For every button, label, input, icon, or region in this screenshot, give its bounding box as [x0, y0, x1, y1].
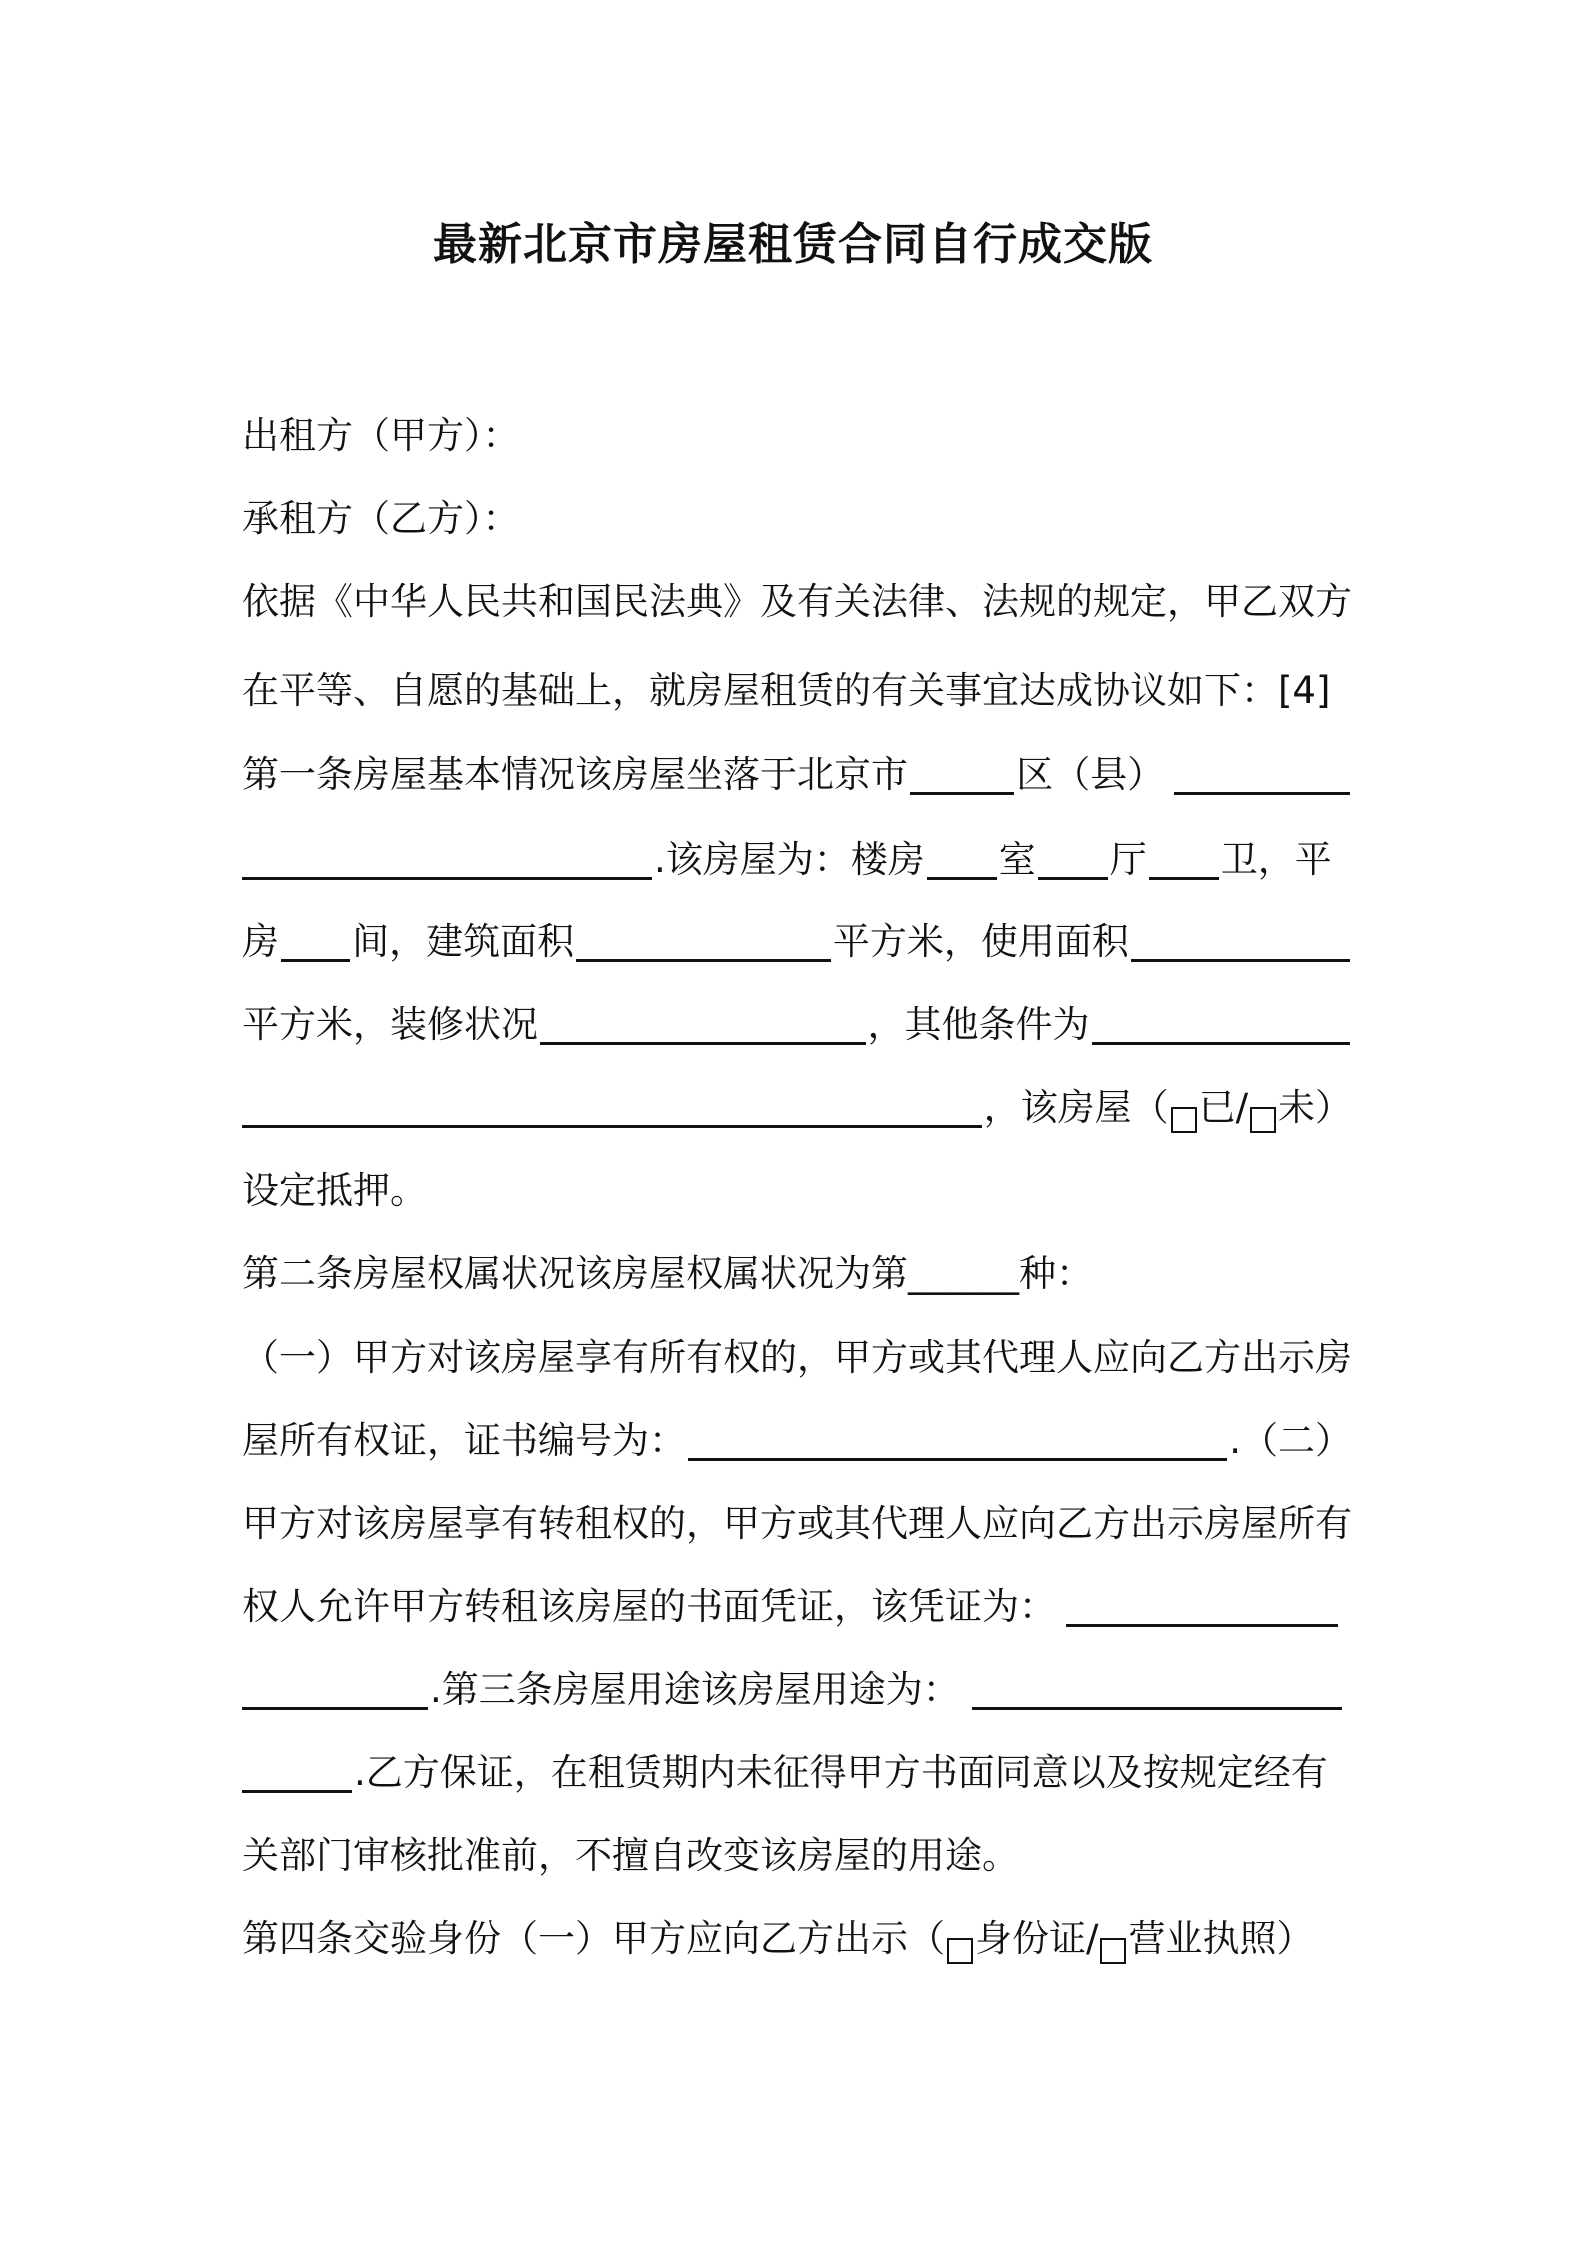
lessee-label: 承租方（乙方）： — [242, 497, 520, 540]
basis-line-1 — [242, 574, 1352, 630]
usage-guarantee-text: .乙方保证，在租赁期内未征得甲方书面同意以及按规定经有 — [354, 1751, 1328, 1794]
article-2-text: 第二条房屋权属状况该房屋权属状况为第 — [242, 1252, 908, 1295]
article-2-line-2 — [242, 1330, 1352, 1386]
article-2-line-5 — [242, 1579, 1352, 1635]
article-3-line-3 — [242, 1828, 1352, 1884]
mortgage-label: ，该房屋（ — [983, 1086, 1169, 1129]
article-2-line-1 — [242, 1246, 1352, 1302]
article-1-line-2 — [242, 832, 1352, 888]
address-blank[interactable] — [242, 837, 652, 880]
rooms-blank[interactable] — [927, 837, 997, 880]
halls-blank[interactable] — [1038, 837, 1108, 880]
ownership-clause-1: （一）甲方对该房屋享有所有权的，甲方或其代理人应向乙方出示房 — [242, 1336, 1352, 1379]
county-blank[interactable] — [1174, 752, 1350, 795]
other-conditions-blank[interactable] — [1092, 1002, 1350, 1045]
certificate-label: 屋所有权证，证书编号为： — [242, 1419, 686, 1462]
article-4-text: 第四条交验身份（一）甲方应向乙方出示（ — [242, 1917, 945, 1960]
lessee-line — [242, 491, 1352, 547]
other-conditions-label: ，其他条件为 — [867, 1003, 1090, 1046]
article-2-line-4 — [242, 1496, 1352, 1552]
id-card-checkbox[interactable] — [947, 1938, 973, 1964]
usage-guarantee-end: 关部门审核批准前，不擅自改变该房屋的用途。 — [242, 1834, 1019, 1877]
building-area-label: 间，建筑面积 — [352, 920, 575, 963]
usable-area-blank[interactable] — [1131, 919, 1350, 962]
basis-text-2: 在平等、自愿的基础上，就房屋租赁的有关事宜达成协议如下：[4] — [242, 669, 1331, 712]
usage-label: .第三条房屋用途该房屋用途为： — [430, 1668, 960, 1711]
decoration-blank[interactable] — [540, 1002, 866, 1045]
not-mortgaged-label: 未） — [1278, 1086, 1353, 1129]
district-label: 区（县） — [1016, 753, 1165, 796]
article-3-line-2 — [242, 1745, 1352, 1801]
baths-label: 卫，平 — [1220, 838, 1332, 881]
article-4-line-1 — [242, 1911, 1352, 1967]
article-3-line-1 — [242, 1662, 1352, 1718]
mortgage-end-text: 设定抵押。 — [242, 1169, 427, 1212]
bungalow-label: 房 — [242, 920, 279, 963]
not-mortgaged-checkbox[interactable] — [1250, 1107, 1276, 1133]
page-title: 最新北京市房屋租赁合同自行成交版 — [433, 219, 1153, 270]
mortgaged-label: 已/ — [1198, 1086, 1249, 1129]
article-1-line-4 — [242, 997, 1352, 1053]
article-1-line-1 — [242, 747, 1352, 803]
certificate-number-blank[interactable] — [688, 1418, 1227, 1461]
house-type-label: .该房屋为：楼房 — [654, 838, 925, 881]
usable-area-label: 平方米，使用面积 — [832, 920, 1129, 963]
baths-blank[interactable] — [1149, 837, 1219, 880]
article-1-line-3 — [242, 914, 1352, 970]
sublease-clause-text: 甲方对该房屋享有转租权的，甲方或其代理人应向乙方出示房屋所有 — [242, 1502, 1352, 1545]
sublease-proof-blank-2[interactable] — [242, 1667, 428, 1710]
ownership-type-label: 种： — [1019, 1252, 1093, 1295]
rooms-label: 室 — [998, 838, 1036, 881]
other-conditions-blank-2[interactable] — [242, 1085, 982, 1128]
id-card-label: 身份证/ — [975, 1917, 1099, 1960]
business-license-checkbox[interactable] — [1100, 1938, 1126, 1964]
basis-line-2 — [242, 663, 1352, 719]
article-2-line-3 — [242, 1413, 1352, 1469]
article-1-text: 第一条房屋基本情况该房屋坐落于北京市 — [242, 753, 908, 796]
district-blank[interactable] — [910, 752, 1014, 795]
decoration-label: 平方米，装修状况 — [242, 1003, 538, 1046]
ownership-type-blank[interactable]: ______ — [908, 1252, 1019, 1295]
business-license-label: 营业执照） — [1128, 1917, 1314, 1960]
sublease-clause-start: .（二） — [1229, 1419, 1352, 1462]
basis-text-1: 依据《中华人民共和国民法典》及有关法律、法规的规定，甲乙双方 — [242, 580, 1352, 623]
sublease-proof-label: 权人允许甲方转租该房屋的书面凭证，该凭证为： — [242, 1585, 1056, 1628]
lessor-line — [242, 408, 1352, 464]
building-area-blank[interactable] — [576, 919, 831, 962]
article-1-line-5 — [242, 1080, 1352, 1136]
mortgaged-checkbox[interactable] — [1171, 1107, 1197, 1133]
article-1-line-6 — [242, 1163, 1352, 1219]
bungalow-rooms-blank[interactable] — [281, 919, 350, 962]
usage-blank-2[interactable] — [242, 1750, 352, 1793]
usage-blank[interactable] — [972, 1667, 1342, 1710]
lessor-label: 出租方（甲方）： — [242, 414, 520, 457]
halls-label: 厅 — [1109, 838, 1147, 881]
sublease-proof-blank[interactable] — [1066, 1584, 1338, 1627]
